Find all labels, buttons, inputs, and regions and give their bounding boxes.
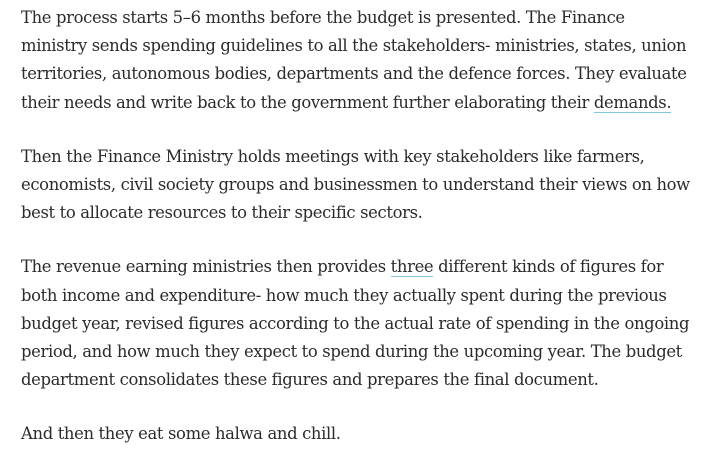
three-link[interactable]: three	[390, 257, 434, 277]
paragraph-meetings	[21, 143, 693, 228]
paragraph-figures-text-before: The revenue earning ministries then provides	[21, 257, 391, 277]
paragraph-halwa-text: And then they eat some halwa and chill.	[21, 424, 341, 444]
demands-link[interactable]: demands.	[593, 92, 672, 112]
paragraph-process-text: The process starts 5–6 months before the budget is presented. The Finance ministry sends spending guidelines to all the stakeholders- ministries, states, union territories, autonomous bodies, departments and the defence forces. They evaluate their needs and write back to the government further elaborating their	[21, 8, 687, 112]
paragraph-figures-text-after: different kinds of figures for both income and expenditure- how much they actually spent during the previous budget year, revised figures according to the actual rate of spending in the ongoing period, and how much they expect to spend during the upcoming year. The budget department consolidates these figures and prepares the final document.	[21, 257, 690, 390]
paragraph-halwa	[21, 420, 693, 448]
paragraph-figures	[21, 253, 693, 394]
paragraph-meetings-text: Then the Finance Ministry holds meetings with key stakeholders like farmers, economists, civil society groups and businessmen to understand their views on how best to allocate resources to their specific sectors.	[21, 146, 690, 223]
paragraph-process	[21, 4, 693, 117]
article-body	[21, 4, 693, 449]
